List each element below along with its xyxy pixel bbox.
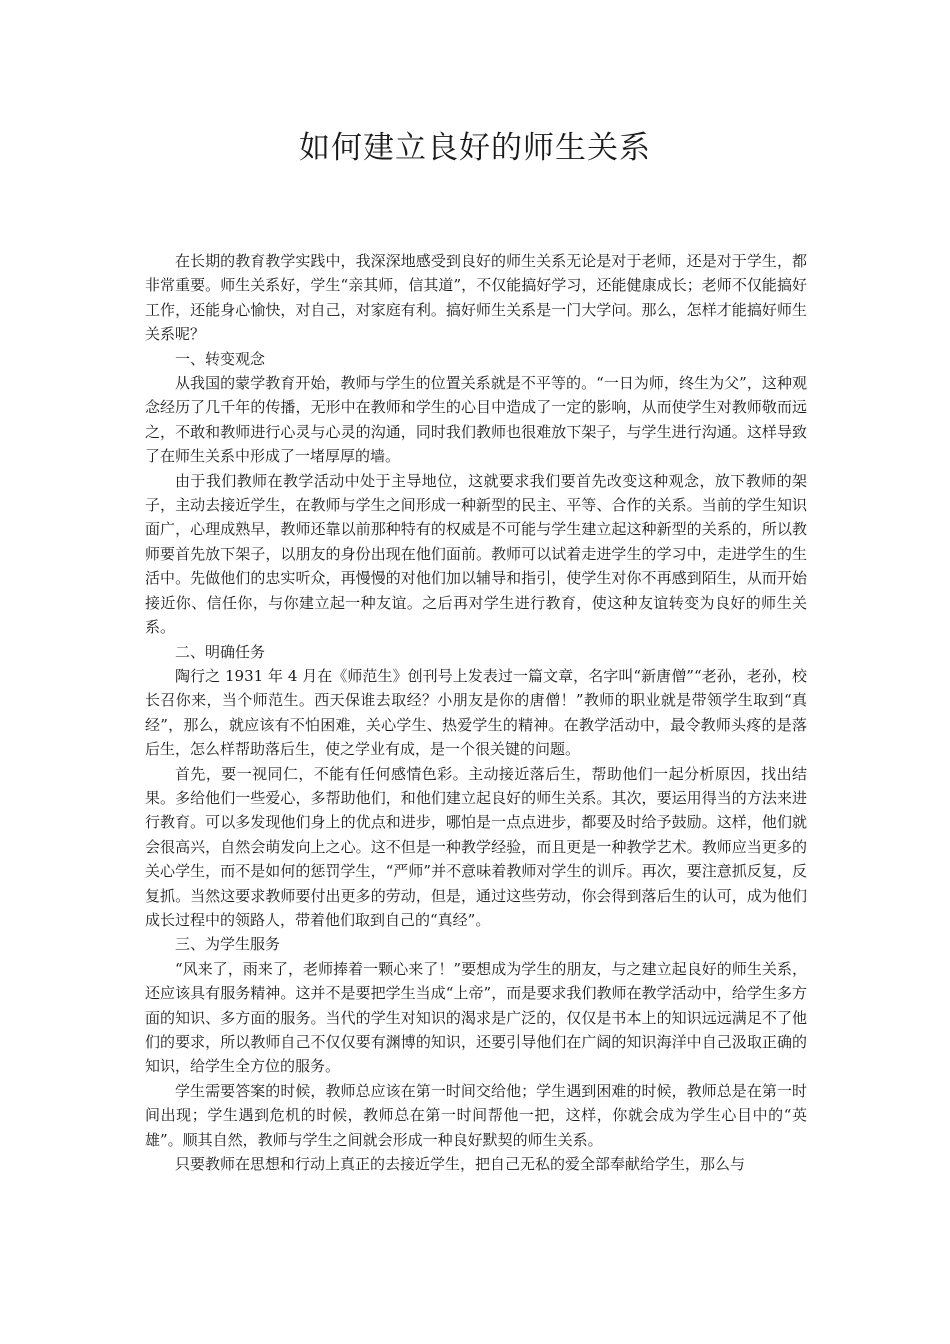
section-heading: 三、为学生服务 [175,935,281,954]
paragraph: “风来了，雨来了，老师捧着一颗心来了！”要想成为学生的朋友，与之建立起良好的师生关系，还应该具有服务精神。这并不是要把学生当成“上帝”，而是要求我们教师在教学活动中，给学生多方面的知识、多方面的服务。当代的学生对知识的渴求是广泛的，仅仅是书本上的知识远远满足不了他们的要求，所以教师自己不仅仅要有渊博的知识，还要引导他们在广阔的知识海洋中自己汲取正确的知识，给学生全方位的服务。 [145,959,807,1076]
document-body [145,249,807,1176]
paragraph: 陶行之 1931 年 4 月在《师范生》创刊号上发表过一篇文章，名字叫“新唐僧”“老孙，老孙，校长召你来，当个师范生。西天保谁去取经？小朋友是你的唐僧！”教师的职业就是带领学生取到“真经”，那么，就应该有不怕困难，关心学生、热爱学生的精神。在教学活动中，最令教师头疼的是落后生，怎么样帮助落后生，使之学业有成，是一个很关键的问题。 [145,666,807,759]
paragraph: 从我国的蒙学教育开始，教师与学生的位置关系就是不平等的。“一日为师，终生为父”，这种观念经历了几千年的传播，无形中在教师和学生的心目中造成了一定的影响，从而使学生对教师敬而远之，不敢和教师进行心灵与心灵的沟通，同时我们教师也很难放下架子，与学生进行沟通。这样导致了在师生关系中形成了一堵厚厚的墙。 [145,374,807,466]
paragraph: 由于我们教师在教学活动中处于主导地位，这就要求我们要首先改变这种观念，放下教师的架子，主动去接近学生，在教师与学生之间形成一种新型的民主、平等、合作的关系。当前的学生知识面广，心理成熟早，教师还靠以前那种特有的权威是不可能与学生建立起这种新型的关系的，所以教师要首先放下架子，以朋友的身份出现在他们面前。教师可以试着走进学生的学习中，走进学生的生活中。先做他们的忠实听众，再慢慢的对他们加以辅导和指引，使学生对你不再感到陌生，从而开始接近你、信任你，与你建立起一种友谊。之后再对学生进行教育，使这种友谊转变为良好的师生关系。 [145,471,807,637]
section-heading: 一、转变观念 [175,349,266,368]
paragraph: 在长期的教育教学实践中，我深深地感受到良好的师生关系无论是对于老师，还是对于学生，都非常重要。师生关系好，学生“亲其师，信其道”，不仅能搞好学习，还能健康成长；老师不仅能搞好工作，还能身心愉快，对自己，对家庭有利。搞好师生关系是一门大学问。那么，怎样才能搞好师生关系呢？ [145,252,807,344]
document-title: 如何建立良好的师生关系 [299,130,651,166]
paragraph: 学生需要答案的时候，教师总应该在第一时间交给他；学生遇到困难的时候，教师总是在第一时间出现；学生遇到危机的时候，教师总在第一时间帮他一把，这样，你就会成为学生心目中的“英雄”。顺其自然，教师与学生之间就会形成一种良好默契的师生关系。 [145,1081,807,1149]
paragraph: 首先，要一视同仁，不能有任何感情色彩。主动接近落后生，帮助他们一起分析原因，找出结果。多给他们一些爱心，多帮助他们，和他们建立起良好的师生关系。其次，要运用得当的方法来进行教育。可以多发现他们身上的优点和进步，哪怕是一点点进步，都要及时给予鼓励。这样，他们就会很高兴，自然会萌发向上之心。这不但是一种教学经验，而且更是一种教学艺术。教师应当更多的关心学生，而不是如何的惩罚学生，“严师”并不意味着教师对学生的训斥。再次，要注意抓反复，反复抓。当然这要求教师要付出更多的劳动，但是，通过这些劳动，你会得到落后生的认可，成为他们成长过程中的领路人，带着他们取到自己的“真经”。 [145,764,807,929]
section-heading: 二、明确任务 [175,642,266,661]
paragraph: 只要教师在思想和行动上真正的去接近学生，把自己无私的爱全部奉献给学生，那么与 [175,1155,746,1174]
